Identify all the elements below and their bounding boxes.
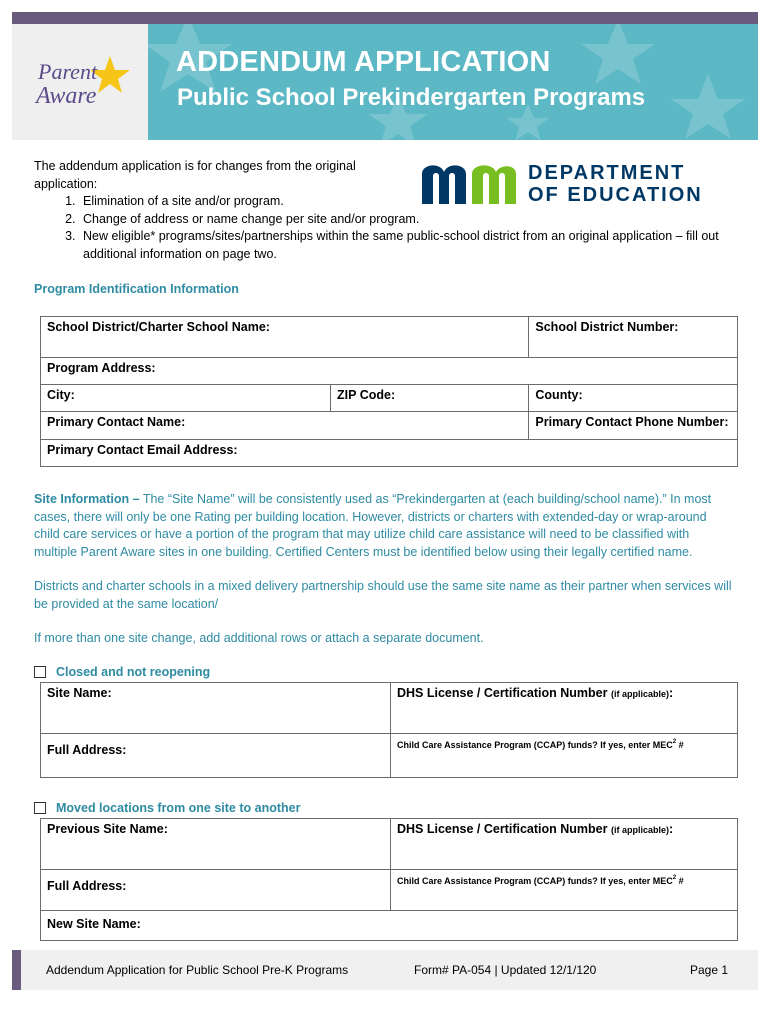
moved-license-field[interactable]: DHS License / Certification Number (if applicable):: [391, 819, 738, 870]
intro-list-item: 3. New eligible* programs/sites/partnerships within the same public-school district from an original application – fill out additional information on page two.: [79, 228, 734, 263]
site-info-lead: Site Information –: [34, 492, 140, 506]
parent-aware-logo-graphic: [12, 24, 148, 140]
moved-ccap-field[interactable]: Child Care Assistance Program (CCAP) funds? If yes, enter MEC$^2$ #: [391, 870, 738, 911]
moved-full-address-field[interactable]: Full Address:: [41, 870, 391, 911]
top-accent-bar: [12, 12, 758, 24]
contact-name-field[interactable]: Primary Contact Name:: [41, 412, 529, 440]
county-field[interactable]: County:: [529, 385, 738, 412]
zip-field[interactable]: ZIP Code:: [331, 385, 529, 412]
intro-list-item: 1. Elimination of a site and/or program.: [79, 193, 734, 211]
moved-checkbox-label: Moved locations from one site to another: [56, 801, 301, 815]
page-footer: [12, 950, 758, 990]
school-name-field[interactable]: School District/Charter School Name:: [41, 317, 529, 358]
header-banner: [148, 24, 758, 140]
new-site-name-field[interactable]: New Site Name:: [41, 911, 738, 941]
intro-list-item: 2. Change of address or name change per site and/or program.: [79, 211, 734, 229]
svg-text:OF EDUCATION: OF EDUCATION: [528, 184, 703, 206]
city-field[interactable]: City:: [41, 385, 331, 412]
closed-site-name-field[interactable]: Site Name:: [41, 683, 391, 734]
page-subtitle: Public School Prekindergarten Programs: [177, 84, 646, 111]
district-number-field[interactable]: School District Number:: [529, 317, 738, 358]
program-address-field[interactable]: Program Address:: [41, 358, 738, 385]
program-section-heading: Program Identification Information: [34, 282, 239, 296]
footer-doc-title: Addendum Application for Public School Pre-K Programs: [46, 963, 349, 977]
svg-text:Aware: Aware: [36, 83, 97, 109]
site-info-multiple: If more than one site change, add additional rows or attach a separate document.: [34, 631, 484, 645]
contact-phone-field[interactable]: Primary Contact Phone Number:: [529, 412, 738, 440]
footer-form-number: Form# PA-054 | Updated 12/1/120: [414, 963, 597, 977]
closed-full-address-field[interactable]: Full Address:: [41, 734, 391, 778]
footer-accent-bar: [12, 950, 21, 990]
intro-list: [34, 193, 734, 263]
closed-license-field[interactable]: DHS License / Certification Number (if applicable):: [391, 683, 738, 734]
decorative-stars: [148, 24, 758, 140]
parent-aware-logo: [12, 24, 148, 140]
contact-email-field[interactable]: Primary Contact Email Address:: [41, 440, 738, 467]
intro-paragraph: The addendum application is for changes from the original application:: [34, 159, 356, 191]
site-info-paragraph: [34, 491, 734, 561]
program-id-table: [40, 316, 738, 467]
page-title: ADDENDUM APPLICATION: [176, 46, 551, 78]
svg-text:DEPARTMENT: DEPARTMENT: [528, 162, 686, 184]
previous-site-name-field[interactable]: Previous Site Name:: [41, 819, 391, 870]
closed-checkbox[interactable]: [34, 666, 46, 678]
site-info-partnership: Districts and charter schools in a mixed delivery partnership should use the same site name as their partner when services will be provided at the same location/: [34, 579, 732, 611]
footer-page-number: Page 1: [690, 963, 729, 977]
intro-text: [34, 158, 734, 263]
moved-site-table: [40, 818, 738, 941]
moved-checkbox[interactable]: [34, 802, 46, 814]
svg-text:Parent: Parent: [38, 59, 98, 84]
closed-ccap-field[interactable]: Child Care Assistance Program (CCAP) funds? If yes, enter MEC$^2$ #: [391, 734, 738, 778]
moved-checkbox-row[interactable]: [34, 801, 300, 815]
site-info-text: The “Site Name” will be consistently used as “Prekindergarten at (each building/school name).” In most cases, there will only be one Rating per building location. However, districts or charters with extended-day or wrap-around child care services or have a portion of the program that may utilize child care assistance will need to be classified with multiple Parent Aware sites in one building. Certified Centers must be identified below using their legally certified name.: [34, 492, 712, 559]
closed-checkbox-label: Closed and not reopening: [56, 665, 211, 679]
closed-checkbox-row[interactable]: [34, 665, 210, 679]
closed-site-table: [40, 682, 738, 778]
